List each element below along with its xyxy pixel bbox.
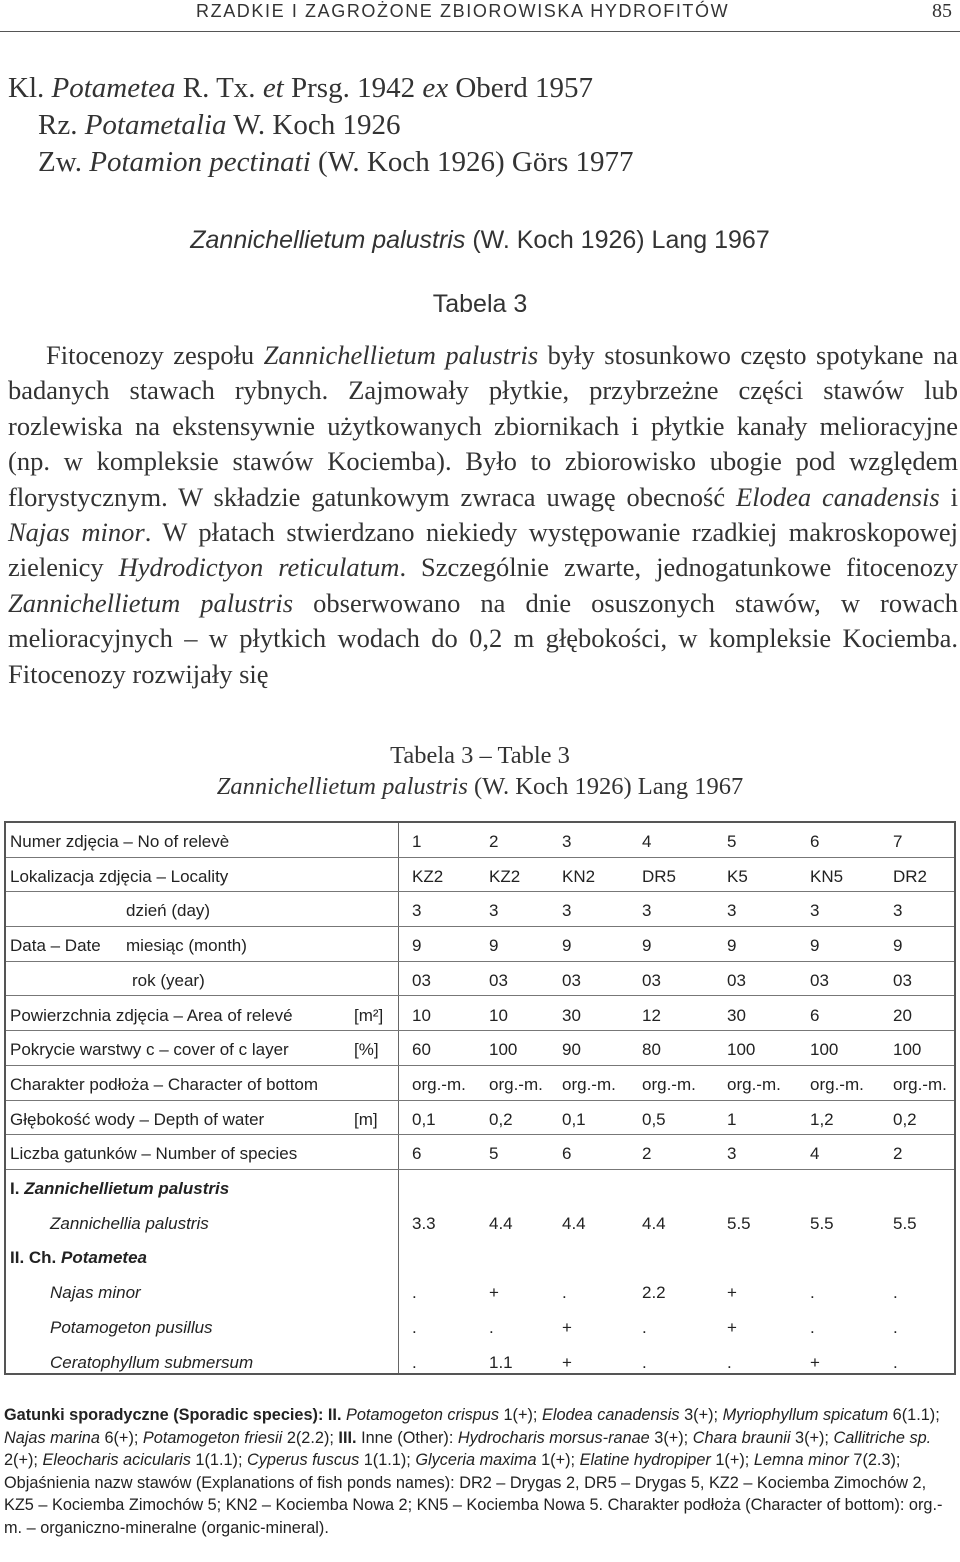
table-cell: 03: [412, 970, 431, 990]
body-paragraph: Fitocenozy zespołu Zannichellietum palustris były stosunkowo często spotykane na badanych stawach rybnych. Zajmowały płytkie, przybrzeżne części stawów lub rozlewiska na ekstensywnie użytkowanych zbiornikach i płytkie kanały melioracyjne (np. w kompleksie stawów Kociemba). Było to zbiorowisko ubogie pod względem florystycznym. W składzie gatunkowym zwraca uwagę obecność Elodea canadensis i Najas minor. W płatach stwierdzano niekiedy występowanie rzadkiej makroskopowej zielenicy Hydrodictyon reticulatum. Szczególnie zwarte, jednogatunkowe fitocenozy Zannichellietum palustris obserwowano na dnie osuszonych stawów, w rowach melioracyjnych – w płytkich wodach do 0,2 m głębokości, w kompleksie Kociemba. Fitocenozy rozwijały się: [8, 340, 959, 689]
row-label: rok (year): [132, 970, 205, 990]
table-cell: DR2: [893, 866, 928, 886]
table-cell: 100: [893, 1040, 922, 1060]
table-cell: 9: [727, 936, 737, 956]
table-cell: 03: [489, 970, 508, 990]
table-cell: 5.5: [810, 1213, 834, 1233]
table-cell: 03: [810, 970, 829, 990]
table-cell: 5: [727, 832, 737, 851]
table-cell: .: [642, 1352, 647, 1372]
table-row: [6, 858, 954, 893]
table-cell: +: [727, 1317, 737, 1337]
group-heading: I. Zannichellietum palustris: [10, 1179, 230, 1198]
table-cell: 100: [810, 1040, 839, 1060]
table-cell: 3: [642, 901, 652, 921]
row-label: Charakter podłoża – Character of bottom: [10, 1074, 319, 1094]
table-cell: 5.5: [727, 1213, 751, 1233]
table-cell: +: [727, 1283, 737, 1303]
table-cell: 7: [893, 832, 903, 851]
table-cell: org.-m.: [412, 1074, 466, 1094]
table-row: [6, 927, 954, 962]
table-cell: 3: [810, 901, 820, 921]
table-cell: 2.2: [642, 1283, 666, 1303]
table-cell: .: [412, 1283, 417, 1303]
table-cell: .: [893, 1352, 898, 1372]
table-cell: org.-m.: [489, 1074, 543, 1094]
table-cell: 10: [412, 1005, 431, 1025]
syntax-class: Kl. Potametea R. Tx. et Prsg. 1942 ex Oberd 1957: [8, 72, 594, 104]
species-row: [6, 1344, 954, 1379]
table-cell: org.-m.: [642, 1074, 696, 1094]
date-label: Data – Date: [10, 936, 101, 956]
table-cell: 4.4: [489, 1213, 513, 1233]
table-cell: KZ2: [489, 866, 521, 886]
row-unit: [m²]: [354, 1005, 384, 1025]
row-label: Potamogeton pusillus: [50, 1317, 213, 1337]
table-cell: .: [727, 1352, 732, 1372]
table-cell: .: [412, 1352, 417, 1372]
table-cell: 6: [412, 1144, 422, 1164]
table-cell: 4: [810, 1144, 820, 1164]
row-label: Głębokość wody – Depth of water: [10, 1109, 265, 1129]
row-label: miesiąc (month): [126, 936, 247, 956]
running-head: [0, 0, 960, 26]
table-cell: .: [562, 1283, 567, 1303]
table-cell: 9: [642, 936, 652, 956]
running-title: RZADKIE I ZAGROŻONE ZBIOROWISKA HYDROFITÓW: [196, 1, 730, 21]
table-cell: .: [810, 1283, 815, 1303]
table-cell: 2: [642, 1144, 652, 1164]
table-row: [6, 997, 954, 1032]
table-cell: 5.5: [893, 1213, 917, 1233]
table-cell: 3: [727, 1144, 737, 1164]
row-label: dzień (day): [126, 901, 211, 921]
table-cell: 30: [727, 1005, 746, 1025]
table-cell: 100: [727, 1040, 756, 1060]
table-cell: 1,2: [810, 1109, 834, 1129]
table-cell: 4: [642, 832, 652, 851]
table-cell: 0,1: [412, 1109, 436, 1129]
row-label: Najas minor: [50, 1283, 141, 1303]
table-cell: 03: [642, 970, 661, 990]
table-cell: 9: [489, 936, 499, 956]
syntax-order: Rz. Potametalia W. Koch 1926: [38, 109, 401, 141]
table-cell: DR5: [642, 866, 677, 886]
page-number: 85: [932, 0, 952, 22]
table-cell: KZ2: [412, 866, 444, 886]
table-cell: 4.4: [562, 1213, 586, 1233]
table-row: [6, 1066, 954, 1101]
table-row: [6, 1135, 954, 1170]
table-cell: 4.4: [642, 1213, 666, 1233]
table-cell: 30: [562, 1005, 581, 1025]
table-cell: 0,2: [893, 1109, 917, 1129]
table-reference: Tabela 3: [432, 290, 528, 318]
row-unit: [%]: [354, 1040, 379, 1060]
syntax-alliance: Zw. Potamion pectinati (W. Koch 1926) Görs 1977: [38, 146, 634, 178]
table-caption-name: Zannichellietum palustris (W. Koch 1926) Lang 1967: [216, 773, 744, 800]
group-row: [6, 1239, 954, 1274]
table-cell: .: [810, 1317, 815, 1337]
table-cell: 03: [562, 970, 581, 990]
table-cell: 1: [412, 832, 422, 851]
syntaxonomy: [8, 70, 634, 181]
row-label: Ceratophyllum submersum: [50, 1352, 254, 1372]
table-cell: 6: [562, 1144, 572, 1164]
row-label: Zannichellia palustris: [50, 1213, 209, 1233]
table-cell: 3: [562, 832, 572, 851]
row-label: Lokalizacja zdjęcia – Locality: [10, 866, 229, 886]
table-cell: 1.1: [489, 1352, 513, 1372]
table-cell: .: [642, 1317, 647, 1337]
table-cell: 9: [810, 936, 820, 956]
table-cell: 12: [642, 1005, 661, 1025]
table-cell: 9: [893, 936, 903, 956]
row-label: Liczba gatunków – Number of species: [10, 1144, 298, 1164]
species-row: [6, 1309, 954, 1344]
table-cell: 60: [412, 1040, 431, 1060]
table-cell: org.-m.: [562, 1074, 616, 1094]
table-cell: .: [489, 1317, 494, 1337]
header-rule: [0, 31, 960, 32]
row-label: Numer zdjęcia – No of relevè: [10, 832, 230, 851]
releve-table: [4, 821, 956, 1375]
table-cell: org.-m.: [893, 1074, 947, 1094]
species-row: [6, 1274, 954, 1309]
table-cell: 3: [893, 901, 903, 921]
table-cell: +: [562, 1352, 572, 1372]
table-cell: 2: [489, 832, 499, 851]
table-cell: 5: [489, 1144, 499, 1164]
table-cell: 9: [412, 936, 422, 956]
table-cell: 0,1: [562, 1109, 586, 1129]
table-cell: 90: [562, 1040, 581, 1060]
table-cell: org.-m.: [810, 1074, 864, 1094]
table-cell: K5: [727, 866, 748, 886]
row-label: Powierzchnia zdjęcia – Area of relevé: [10, 1005, 293, 1025]
table-cell: 3.3: [412, 1213, 436, 1233]
group-heading: II. Ch. Potametea: [10, 1248, 147, 1268]
table-cell: KN5: [810, 866, 844, 886]
table-cell: 3: [412, 901, 422, 921]
table-cell: 10: [489, 1005, 508, 1025]
group-row: [6, 1170, 954, 1205]
table-cell: +: [810, 1352, 820, 1372]
row-unit: [m]: [354, 1109, 378, 1129]
table-cell: 6: [810, 832, 820, 851]
table-cell: +: [562, 1317, 572, 1337]
table-cell: 0,2: [489, 1109, 513, 1129]
species-row: [6, 1205, 954, 1240]
table-cell: 03: [727, 970, 746, 990]
table-cell: 0,5: [642, 1109, 666, 1129]
table-cell: 1: [727, 1109, 737, 1129]
table-cell: +: [489, 1283, 499, 1303]
table-cell: 03: [893, 970, 912, 990]
table-footnote: Gatunki sporadyczne (Sporadic species): II. Potamogeton crispus 1(+); Elodea canadensis 3(+); Myriophyllum spicatum 6(1.1); Najas marina 6(+); Potamogeton friesii 2(2.2); III. Inne (Other): Hydrocharis morsus-ranae 3(+); Chara braunii 3(+); Callitriche sp. 2(+); Eleocharis acicularis 1(1.1); Cyperus fuscus 1(1.1); Glyceria maxima 1(+); Elatine hydropiper 1(+); Lemna minor 7(2.3); Objaśnienia nazw stawów (Explanations of fish ponds names): DR2 – Drygas 2, DR5 – Drygas 5, KZ2 – Kociemba Zimochów 2, KZ5 – Kociemba Zimochów 5; KN2 – Kociemba Nowa 2; KN5 – Kociemba Nowa 5. Charakter podłoża (Character of bottom): org.-m. – organiczno-mineralne (organic-mineral).: [4, 1406, 943, 1537]
table-cell: .: [893, 1317, 898, 1337]
table-cell: 9: [562, 936, 572, 956]
table-row: [6, 823, 954, 858]
row-label: Pokrycie warstwy c – cover of c layer: [10, 1040, 289, 1060]
table-cell: 100: [489, 1040, 518, 1060]
table-cell: .: [893, 1283, 898, 1303]
table-cell: 6: [810, 1005, 820, 1025]
table-cell: 2: [893, 1144, 903, 1164]
table-cell: .: [412, 1317, 417, 1337]
table-cell: KN2: [562, 866, 596, 886]
table-cell: 3: [727, 901, 737, 921]
table-row: [6, 1101, 954, 1136]
table-caption: Tabela 3 – Table 3: [390, 742, 570, 769]
table-cell: 20: [893, 1005, 912, 1025]
table-cell: 3: [562, 901, 572, 921]
table-cell: 80: [642, 1040, 661, 1060]
table-row: [6, 892, 954, 927]
association-heading: Zannichellietum palustris (W. Koch 1926) Lang 1967: [190, 226, 770, 254]
table-cell: org.-m.: [727, 1074, 781, 1094]
table-row: [6, 1031, 954, 1066]
table-row: [6, 962, 954, 997]
table-cell: 3: [489, 901, 499, 921]
